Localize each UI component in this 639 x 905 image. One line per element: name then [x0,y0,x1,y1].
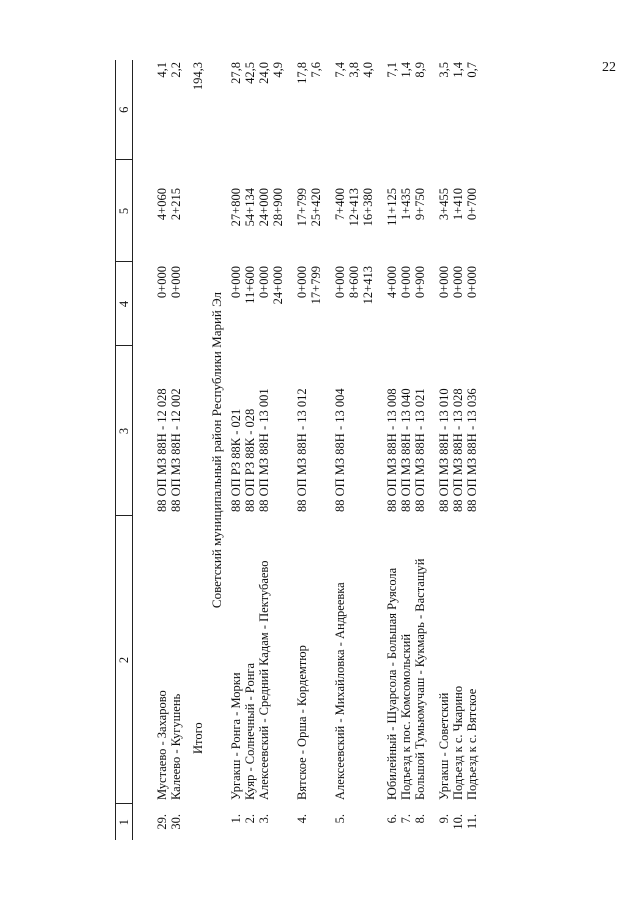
start-km-cell [229,262,243,346]
length-km-cell [295,60,323,160]
end-km: 17+799 [295,188,309,227]
column-header: 6 [116,60,133,160]
start-km-cell [413,262,427,346]
road-code: 88 ОП МЗ 88Н - 13 040 [399,388,413,512]
length-km: 42,5 [243,62,257,84]
road-code: 88 ОП МЗ 88Н - 13 021 [413,388,427,512]
page-number: 22 [602,60,616,75]
end-km-cell [229,160,243,262]
end-km-cell [295,160,323,262]
row-number: 2. [243,814,257,824]
end-km: 24+000 [257,188,271,227]
road-name: Мустаево - Захарово [155,690,169,800]
end-km: 0+700 [465,188,479,221]
length-km: 7,1 [385,62,399,78]
start-km: 8+600 [347,266,361,299]
length-km: 4,9 [271,62,285,78]
road-name: Куяр - Солнечный - Ронга [243,662,257,800]
end-km-cell [465,160,479,262]
roads-table [115,60,479,840]
spacer-row [323,60,333,840]
length-km: 4,1 [155,62,169,78]
table-row [451,60,465,840]
row-number: 10. [451,814,465,830]
end-km: 25+420 [309,188,323,227]
end-km-cell [243,160,257,262]
row-number: 8. [413,814,427,824]
end-km: 1+435 [399,188,413,221]
start-km: 12+413 [361,266,375,305]
start-km: 0+000 [437,266,451,299]
end-km-cell [333,160,375,262]
start-km: 0+000 [333,266,347,299]
table-row [295,60,323,840]
length-km: 8,9 [413,62,427,78]
length-km-cell [437,60,451,160]
end-km: 16+380 [361,188,375,227]
road-code: 88 ОП МЗ 88Н - 13 001 [257,388,271,512]
table-row [229,60,243,840]
road-code: 88 ОП РЗ 88К - 028 [243,408,257,512]
total-label: Итого [191,722,205,754]
road-name: Подъезд к с. Чкарино [451,685,465,800]
start-km: 0+000 [169,266,183,299]
length-km-cell [413,60,427,160]
spacer-row [133,60,156,840]
spacer-row [427,60,437,840]
end-km: 9+750 [413,188,427,221]
rotated-table-container [115,60,555,840]
table-row [437,60,451,840]
road-name: Алексеевский - Средний Кадам - Пектубаево [257,560,271,800]
road-code: 88 ОП МЗ 88Н - 13 008 [385,388,399,512]
end-km: 2+215 [169,188,183,221]
start-km: 11+600 [243,266,257,304]
length-km: 0,7 [465,62,479,78]
road-code: 88 ОП МЗ 88Н - 13 004 [333,388,347,512]
length-km-cell [399,60,413,160]
row-number: 11. [465,814,479,830]
spacer-row [375,60,385,840]
length-km: 3,8 [347,62,361,78]
start-km-cell [437,262,451,346]
start-km: 17+799 [309,266,323,305]
table-row [257,60,285,840]
road-code: 88 ОП МЗ 88Н - 13 028 [451,388,465,512]
road-code: 88 ОП МЗ 88Н - 13 036 [465,388,479,512]
row-number: 9. [437,814,451,824]
table-row [413,60,427,840]
row-number: 30. [169,814,183,830]
table-header-row [116,60,133,840]
end-km-cell [437,160,451,262]
start-km: 0+000 [229,266,243,299]
section-title-row [205,60,229,840]
length-km: 27,8 [229,62,243,84]
road-name: Подъезд к пос. Комсомольский [399,633,413,800]
length-km: 17,8 [295,62,309,84]
total-row [183,60,205,840]
table-row [399,60,413,840]
end-km-cell [399,160,413,262]
length-km-cell [385,60,399,160]
end-km: 1+410 [451,188,465,221]
start-km-cell [465,262,479,346]
total-value: 194,3 [191,62,205,91]
road-code: 88 ОП МЗ 88Н - 13 012 [295,388,309,512]
start-km-cell [399,262,413,346]
road-name: Юбилейный - Шуарсола - Большая Руясола [385,567,399,800]
end-km: 54+134 [243,188,257,227]
row-number: 5. [333,814,347,824]
row-number: 4. [295,814,309,824]
road-code: 88 ОП МЗ 88Н - 12 028 [155,388,169,512]
start-km: 24+000 [271,266,285,305]
length-km-cell [257,60,285,160]
column-header: 5 [116,160,133,262]
start-km: 0+000 [155,266,169,299]
end-km: 4+060 [155,188,169,221]
road-name: Ургакш - Советский [437,692,451,800]
length-km: 7,4 [333,62,347,78]
start-km-cell [385,262,399,346]
length-km: 3,5 [437,62,451,78]
start-km: 0+000 [295,266,309,299]
column-header: 1 [116,804,133,840]
start-km-cell [295,262,323,346]
length-km: 1,4 [451,62,465,78]
length-km-cell [465,60,479,160]
start-km-cell [243,262,257,346]
road-name: Калеево - Кугушень [169,693,183,800]
table-row [333,60,375,840]
end-km-cell [257,160,285,262]
start-km: 0+900 [413,266,427,299]
table-row [169,60,183,840]
road-name: Вятское - Орша - Кордемтюр [295,645,309,800]
table-row [155,60,169,840]
table-row [243,60,257,840]
start-km-cell [451,262,465,346]
start-km: 4+000 [385,266,399,299]
end-km: 3+455 [437,188,451,221]
length-km: 2,2 [169,62,183,78]
road-name: Подъезд к с. Вятское [465,688,479,800]
road-name: Алексеевский - Михайловка - Андреевка [333,582,347,800]
column-header: 4 [116,262,133,346]
end-km: 11+125 [385,188,399,226]
start-km-cell [257,262,285,346]
road-code: 88 ОП РЗ 88К - 021 [229,408,243,512]
length-km: 24,0 [257,62,271,84]
spacer-row [285,60,295,840]
end-km-cell [413,160,427,262]
row-number: 1. [229,814,243,824]
column-header: 2 [116,516,133,804]
start-km: 0+000 [399,266,413,299]
row-number: 29. [155,814,169,830]
road-code: 88 ОП МЗ 88Н - 12 002 [169,388,183,512]
table-row [465,60,479,840]
length-km-cell [451,60,465,160]
length-km-cell [333,60,375,160]
row-number: 7. [399,814,413,824]
length-km-cell [229,60,243,160]
end-km: 12+413 [347,188,361,227]
length-km: 4,0 [361,62,375,78]
row-number: 6. [385,814,399,824]
road-name: Ургакш - Ронга - Морки [229,672,243,800]
length-km: 1,4 [399,62,413,78]
start-km: 0+000 [257,266,271,299]
table-row [385,60,399,840]
end-km-cell [451,160,465,262]
end-km: 28+900 [271,188,285,227]
length-km: 7,6 [309,62,323,78]
end-km: 27+800 [229,188,243,227]
column-header: 3 [116,346,133,516]
start-km-cell [333,262,375,346]
length-km-cell [243,60,257,160]
end-km: 7+400 [333,188,347,221]
road-name: Большой Тумьюмучаш - Кукмарь - Вастащуй [413,558,427,800]
start-km: 0+000 [451,266,465,299]
road-code: 88 ОП МЗ 88Н - 13 010 [437,388,451,512]
section-title: Советский муниципальный район Республики Марий Эл [209,291,224,609]
start-km: 0+000 [465,266,479,299]
end-km-cell [385,160,399,262]
row-number: 3. [257,814,271,824]
